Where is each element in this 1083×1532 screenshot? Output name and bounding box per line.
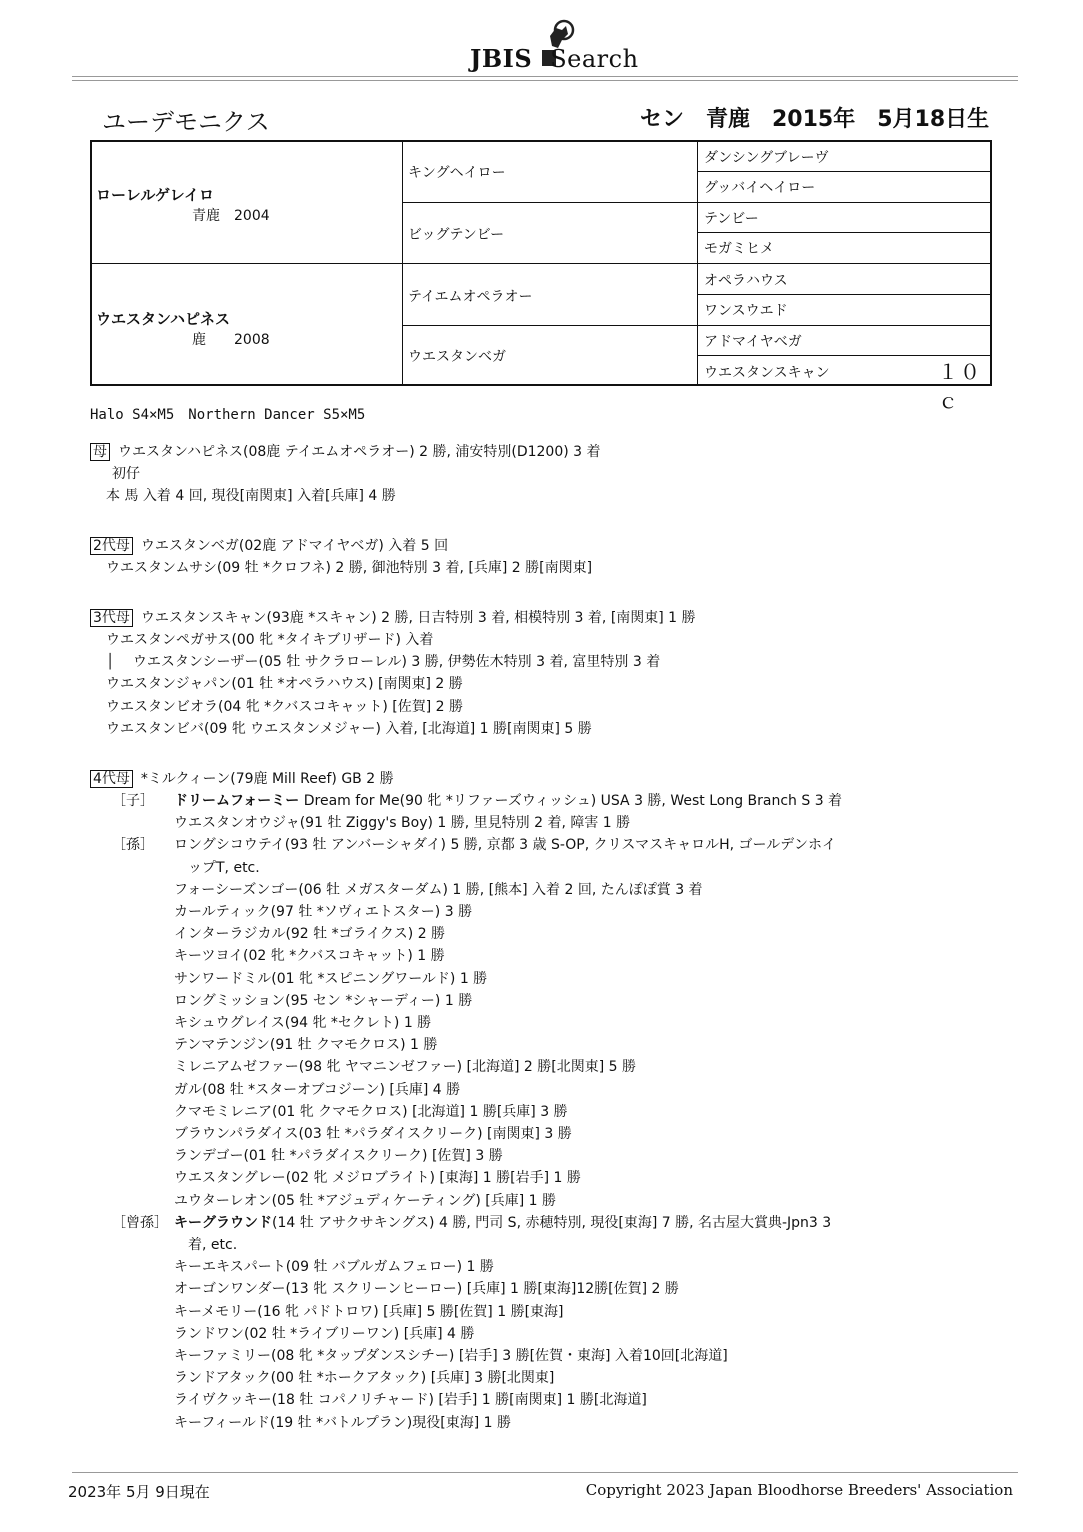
descendant-line bbox=[174, 1079, 460, 1099]
ped-hline-g2b bbox=[402, 325, 990, 326]
logo-text-search: Search bbox=[550, 45, 639, 73]
dam-cell bbox=[96, 308, 270, 349]
descendant-text: テンマテンジン(91 牡 クマモクロス) 1 勝 bbox=[174, 1037, 438, 1054]
dam-line: 本 馬 入着 4 回, 現役[南関東] 入着[兵庫] 4 勝 bbox=[106, 488, 396, 504]
descendant-line bbox=[174, 1123, 572, 1143]
descendant-line bbox=[174, 834, 836, 854]
footer-rule bbox=[72, 1472, 1018, 1473]
descendant-line bbox=[174, 968, 487, 988]
descendant-line bbox=[174, 923, 445, 943]
descendant-text: キーファミリー(08 牝 *タップダンスシチー) [岩手] 3 勝[佐賀・東海] 入着10回[北海道] bbox=[174, 1348, 728, 1364]
descendant-text: フォーシーズンゴー(06 牡 メガスターダム) 1 勝, [熊本] 入着 2 回, たんぽぽ賞 3 着 bbox=[174, 881, 703, 898]
gen2-cell: テイエムオペラオー bbox=[408, 289, 533, 305]
descendant-line bbox=[174, 1012, 431, 1032]
descendant-text: (14 牡 アサクサキングス) 4 勝, 門司 S, 赤穂特別, 現役[東海] 7 勝, 名古屋大賞典-Jpn3 3 bbox=[272, 1214, 832, 1231]
descendant-text: ライヴクッキー(18 牡 コパノリチャード) [岩手] 1 勝[南関東] 1 勝[北海道] bbox=[174, 1392, 647, 1409]
gen3-cell: アドマイヤベガ bbox=[704, 334, 802, 350]
gen4-section-main bbox=[90, 768, 394, 788]
dam-section-main bbox=[90, 441, 601, 461]
descendant-text: キシュウグレイス(94 牝 *セクレト) 1 勝 bbox=[174, 1015, 432, 1031]
inbreeding-text: Halo S4×M5 Northern Dancer S5×M5 bbox=[90, 407, 366, 423]
descendant-text: カールティック(97 牡 *ソヴィエトスター) 3 勝 bbox=[174, 904, 473, 920]
gen3-line: ウエスタンペガサス(00 牝 *タイキブリザード) 入着 bbox=[106, 632, 434, 648]
footer-copyright: Copyright 2023 Japan Bloodhorse Breeders' Association bbox=[585, 1481, 1013, 1499]
gen2-cell: ビッグテンビー bbox=[408, 227, 505, 243]
descendant-line bbox=[174, 1301, 564, 1321]
descendant-text: インターラジカル(92 牡 *ゴライクス) 2 勝 bbox=[174, 926, 446, 943]
relation-label: ［曾孫］ bbox=[112, 1214, 168, 1231]
descendant-text: ユウターレオン(05 牡 *アジュディケーティング) [兵庫] 1 勝 bbox=[174, 1192, 557, 1209]
descendant-line bbox=[174, 1101, 568, 1121]
section-main-text: ウエスタンスキャン(93鹿 *スキャン) 2 勝, 日吉特別 3 着, 相模特別 3 着, [南関東] 1 勝 bbox=[140, 610, 696, 626]
ped-hline-mid bbox=[92, 263, 990, 264]
descendant-line bbox=[174, 1056, 636, 1076]
descendant-line bbox=[174, 812, 630, 832]
section-tag: 2代母 bbox=[90, 537, 133, 555]
descendant-name-bold: キーグラウンド bbox=[174, 1214, 272, 1231]
gen3-cell: ダンシングブレーヴ bbox=[704, 150, 829, 166]
jbis-logo bbox=[470, 18, 640, 76]
gen3-cell: グッバイヘイロー bbox=[704, 180, 816, 196]
descendant-text: ガル(08 牡 *スターオブコジーン) [兵庫] 4 勝 bbox=[174, 1081, 461, 1098]
gen2-line: ウエスタンムサシ(09 牡 *クロフネ) 2 勝, 御池特別 3 着, [兵庫] 2 勝[南関東] bbox=[106, 560, 593, 576]
descendant-text: ウエスタングレー(02 牝 メジロブライト) [東海] 1 勝[岩手] 1 勝 bbox=[174, 1170, 581, 1187]
section-main-text: ウエスタンベガ(02鹿 アドマイヤベガ) 入着 5 回 bbox=[140, 538, 449, 554]
descendant-text: サンワードミル(01 牝 *スピニングワールド) 1 勝 bbox=[174, 970, 488, 987]
descendant-line bbox=[174, 1389, 647, 1409]
descendant-text: キーメモリー(16 牝 パドトロワ) [兵庫] 5 勝[佐賀] 1 勝[東海] bbox=[174, 1303, 564, 1320]
family-number: １０ｃ bbox=[938, 360, 982, 413]
descendant-line bbox=[174, 1412, 511, 1432]
gen3-line: ウエスタンビオラ(04 牝 *クバスコキャット) [佐賀] 2 勝 bbox=[106, 699, 463, 715]
gen2-cell: キングヘイロー bbox=[408, 165, 506, 181]
gen2-section-main bbox=[90, 535, 448, 555]
descendant-text: キーエキスパート(09 牡 バブルガムフェロー) 1 勝 bbox=[174, 1259, 494, 1276]
dam-line: 初仔 bbox=[112, 466, 140, 482]
descendant-text: キーツヨイ(02 牝 *クバスコキャット) 1 勝 bbox=[174, 948, 445, 965]
descendant-text: ブラウンパラダイス(03 牡 *パラダイスクリーク) [南関東] 3 勝 bbox=[174, 1126, 572, 1142]
header-rule bbox=[72, 76, 1018, 77]
horse-name: ユーデモニクス bbox=[102, 108, 270, 136]
descendant-line bbox=[174, 790, 842, 810]
gen3-section-main bbox=[90, 607, 696, 627]
section-tag: 母 bbox=[90, 443, 110, 461]
dam-name: ウエスタンハピネス bbox=[96, 310, 230, 328]
descendant-text: クマモミレニア(01 牝 クマモクロス) [北海道] 1 勝[兵庫] 3 勝 bbox=[174, 1103, 568, 1120]
descendant-text: ウエスタンオウジャ(91 牡 Ziggy's Boy) 1 勝, 里見特別 2 着, 障害 1 勝 bbox=[174, 815, 631, 832]
dam-sub: 鹿 2008 bbox=[192, 332, 270, 348]
descendant-text: ップT, etc. bbox=[174, 859, 260, 876]
relation-label: ［子］ bbox=[112, 793, 154, 809]
descendant-line bbox=[174, 1234, 237, 1254]
footer-date: 2023年 5月 9日現在 bbox=[68, 1483, 210, 1501]
pedigree-table bbox=[90, 140, 992, 413]
descendant-line bbox=[174, 1323, 474, 1343]
descendant-line bbox=[174, 1256, 494, 1276]
ped-hline-g2a bbox=[402, 202, 990, 203]
section-tag: 3代母 bbox=[90, 609, 133, 627]
descendant-name-bold: ドリームフォーミー bbox=[174, 793, 300, 809]
sire-cell bbox=[96, 184, 270, 225]
descendant-text: ミレニアムゼファー(98 牝 ヤマニンゼファー) [北海道] 2 勝[北関東] 5 勝 bbox=[174, 1059, 637, 1076]
gen3-cell: テンビー bbox=[704, 211, 759, 227]
gen3-line: │ ウエスタンシーザー(05 牡 サクラローレル) 3 勝, 伊勢佐木特別 3 着, 富里特別 3 着 bbox=[106, 654, 661, 670]
logo-text-jbis: JBIS bbox=[470, 44, 533, 73]
descendant-line bbox=[174, 879, 703, 899]
gen3-cell: ウエスタンスキャン bbox=[704, 365, 830, 381]
descendant-text: キーフィールド(19 牡 *バトルプラン)現役[東海] 1 勝 bbox=[174, 1414, 511, 1431]
ped-hline-g3c bbox=[697, 294, 990, 295]
descendant-text: Dream for Me(90 牝 *リファーズウィッシュ) USA 3 勝, West Long Branch S 3 着 bbox=[299, 793, 843, 809]
descendant-line bbox=[174, 1212, 831, 1232]
ped-hline-g3b bbox=[697, 232, 990, 233]
descendant-text: ランデゴー(01 牡 *パラダイスクリーク) [佐賀] 3 勝 bbox=[174, 1148, 503, 1165]
header-rule-2 bbox=[72, 80, 1018, 81]
gen3-cell: モガミヒメ bbox=[704, 241, 774, 257]
gen3-line: ウエスタンジャパン(01 牡 *オペラハウス) [南関東] 2 勝 bbox=[106, 676, 463, 692]
sire-name: ローレルゲレイロ bbox=[96, 186, 214, 204]
descendant-line bbox=[174, 990, 472, 1010]
gen2-cell: ウエスタンベガ bbox=[408, 349, 506, 365]
gen3-cell: ワンスウエド bbox=[704, 303, 788, 319]
descendant-text: ロングミッション(95 セン *シャーディー) 1 勝 bbox=[174, 992, 473, 1009]
descendant-line bbox=[174, 901, 472, 921]
descendant-line bbox=[174, 1278, 679, 1298]
section-tag: 4代母 bbox=[90, 770, 133, 788]
sire-sub: 青鹿 2004 bbox=[192, 208, 270, 224]
descendant-line bbox=[174, 1034, 437, 1054]
section-main-text: ウエスタンハピネス(08鹿 テイエムオペラオー) 2 勝, 浦安特別(D1200) 3 着 bbox=[118, 444, 601, 460]
descendant-text: ロングシコウテイ(93 牡 アンバーシャダイ) 5 勝, 京都 3 歳 S-OP, クリスマスキャロルH, ゴールデンホイ bbox=[174, 837, 836, 854]
section-main-text: *ミルクィーン(79鹿 Mill Reef) GB 2 勝 bbox=[140, 771, 394, 787]
horse-info: セン 青鹿 2015年 5月18日生 bbox=[640, 107, 990, 132]
descendant-line bbox=[174, 1345, 728, 1365]
descendant-line bbox=[174, 1167, 581, 1187]
descendant-text: ランドワン(02 牡 *ライブリーワン) [兵庫] 4 勝 bbox=[174, 1325, 475, 1342]
descendant-text: ランドアタック(00 牡 *ホークアタック) [兵庫] 3 勝[北関東] bbox=[174, 1370, 555, 1387]
gen3-cell: オペラハウス bbox=[704, 273, 788, 289]
descendant-text: 着, etc. bbox=[174, 1237, 238, 1253]
descendant-line bbox=[174, 945, 445, 965]
descendant-text: オーゴンワンダー(13 牝 スクリーンヒーロー) [兵庫] 1 勝[東海]12勝[佐賀] 2 勝 bbox=[174, 1281, 679, 1298]
relation-label: ［孫］ bbox=[112, 837, 154, 854]
descendant-line bbox=[174, 1367, 554, 1387]
descendant-line bbox=[174, 1145, 503, 1165]
descendant-line bbox=[174, 1190, 556, 1210]
descendant-line bbox=[174, 857, 260, 877]
gen3-line: ウエスタンビバ(09 牝 ウエスタンメジャー) 入着, [北海道] 1 勝[南関東] 5 勝 bbox=[106, 721, 592, 737]
ped-hline-g3a bbox=[697, 171, 990, 172]
